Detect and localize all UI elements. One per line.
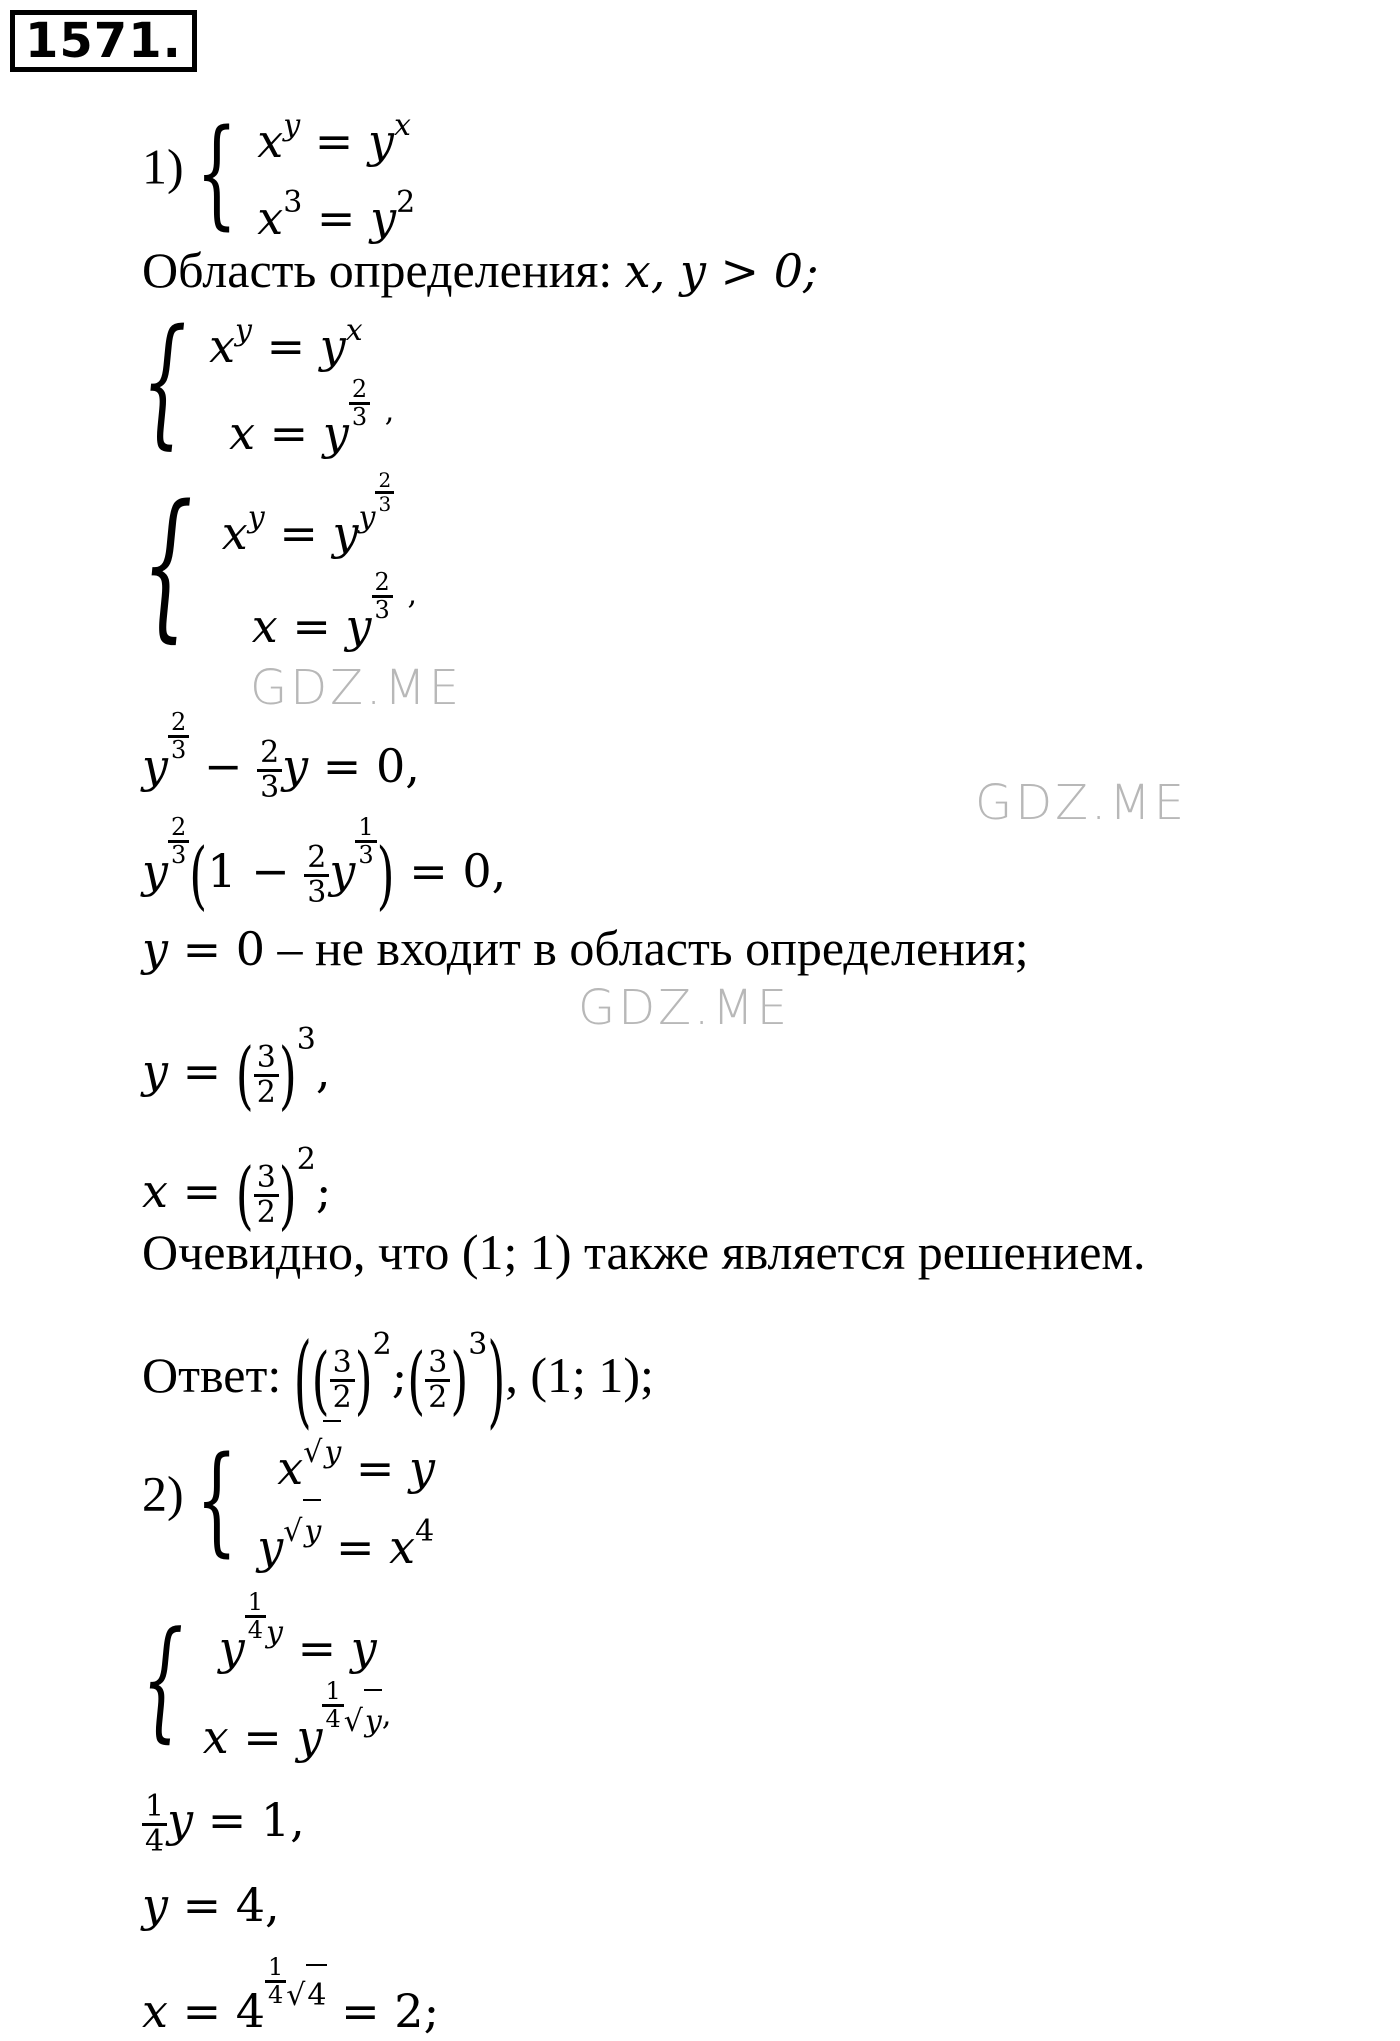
system-step1: { $x^y = y^x$ x = y $\frac{2}{3}$ ,	[142, 300, 395, 464]
part2-eq3: x = 4 $\frac{1}{4}$ $^{√4}$ = 2;	[142, 1953, 440, 2039]
equation-x-value: x = ( $\frac{3}{2}$ )$^2$;	[142, 1142, 332, 1239]
domain-math: x, y > 0;	[624, 244, 819, 298]
watermark: GDZ.ME	[578, 980, 791, 1036]
domain-text: Область определения:	[142, 242, 613, 298]
part2-system: 2) { $x^{√y} = y$ $y^{√y} = x^4$	[142, 1420, 435, 1578]
equation-2: y $\frac{2}{3}$ (1 − $\frac{2}{3}$ y $\frac{1}{3}$ ) = 0,	[142, 813, 507, 919]
equation-1: y $\frac{2}{3}$ − $\frac{2}{3}$ y = 0,	[142, 708, 420, 805]
part2-eq1: $\frac{1}{4}$ y = 1,	[142, 1790, 305, 1857]
part2-eq2: y = 4,	[142, 1878, 280, 1932]
obvious-line: Очевидно, что (1; 1) также является решением.	[142, 1224, 1146, 1280]
part1-label: 1)	[142, 138, 184, 195]
part1-system: 1) { $x^y = y^x$ $x^3 = y^2$	[142, 103, 416, 245]
system-step2: { $x^y = y^{y \frac{2}{3}}$ x = y $\frac{2}{3}$ ,	[142, 468, 417, 657]
problem-number: 1571.	[10, 10, 197, 72]
equation-3: y = 0 – не входит в область определения;	[142, 920, 1029, 976]
watermark: GDZ.ME	[250, 660, 463, 716]
domain-line	[142, 240, 819, 301]
equation-y-value: y = ( $\frac{3}{2}$ )$^3$,	[142, 1022, 331, 1119]
part2-label: 2)	[142, 1465, 184, 1522]
part2-system-step1: { y $\frac{1}{4}$ $^y$ = y x = y $\frac{1}{4}$ $^{√y,}$	[142, 1588, 392, 1765]
answer-line: Ответ: (( $\frac{3}{2}$ )$^2$;( $\frac{3}{2}$ )$^3$), (1; 1);	[142, 1320, 654, 1440]
watermark: GDZ.ME	[975, 775, 1188, 831]
